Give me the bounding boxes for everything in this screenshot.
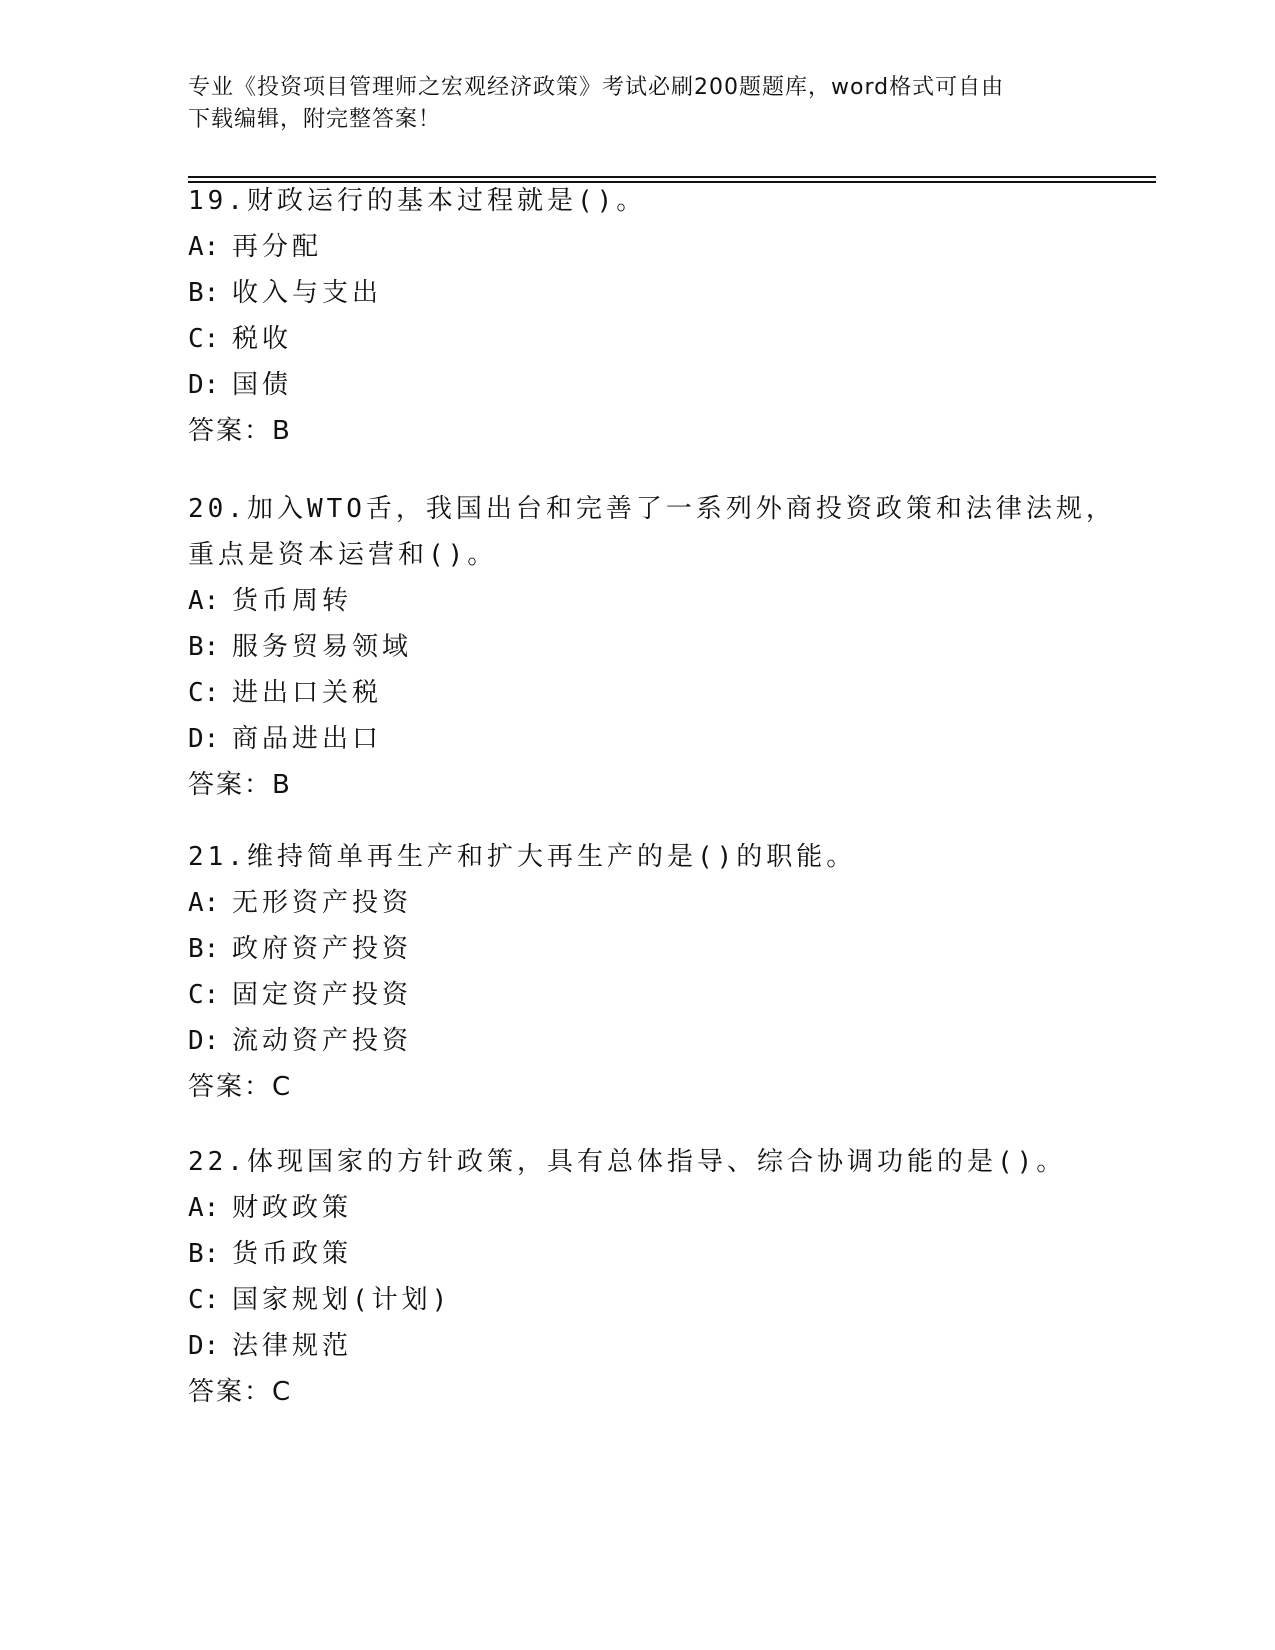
option-letter: A: — [188, 232, 220, 262]
header-line-1: 专业《投资项目管理师之宏观经济政策》考试必刷200题题库，word格式可自由 — [188, 75, 1005, 100]
document-header — [188, 72, 1088, 136]
header-divider-bottom — [188, 181, 1156, 183]
option-text: 货币政策 — [232, 1239, 353, 1269]
option-b — [188, 934, 1088, 980]
option-d — [188, 370, 1088, 416]
option-a — [188, 232, 1088, 278]
answer-line — [188, 1377, 1088, 1423]
option-a — [188, 1193, 1088, 1239]
question-21 — [188, 842, 1088, 1118]
question-stem: 22.体现国家的方针政策，具有总体指导、综合协调功能的是()。 — [188, 1147, 1067, 1177]
option-text: 服务贸易领域 — [232, 632, 413, 662]
option-letter: A: — [188, 888, 220, 918]
option-letter: A: — [188, 586, 220, 616]
option-text: 流动资产投资 — [232, 1026, 413, 1056]
answer-line — [188, 416, 1088, 462]
option-text: 再分配 — [232, 232, 323, 262]
option-letter: C: — [188, 1285, 220, 1315]
question-19 — [188, 186, 1088, 462]
option-text: 法律规范 — [232, 1331, 353, 1361]
answer-value: C — [272, 1072, 293, 1102]
option-a — [188, 888, 1088, 934]
answer-value: C — [272, 1377, 293, 1407]
option-text: 收入与支出 — [232, 278, 383, 308]
answer-line — [188, 1072, 1088, 1118]
option-text: 无形资产投资 — [232, 888, 413, 918]
answer-label: 答案： — [188, 416, 273, 446]
option-text: 政府资产投资 — [232, 934, 413, 964]
answer-label: 答案： — [188, 1377, 273, 1407]
question-stem-continued: 重点是资本运营和()。 — [188, 540, 498, 570]
option-text: 货币周转 — [232, 586, 353, 616]
option-c — [188, 678, 1088, 724]
option-letter: B: — [188, 1239, 220, 1269]
option-text: 固定资产投资 — [232, 980, 413, 1010]
answer-label: 答案： — [188, 1072, 273, 1102]
answer-value: B — [272, 416, 292, 446]
option-letter: C: — [188, 980, 220, 1010]
option-letter: B: — [188, 278, 220, 308]
question-22 — [188, 1147, 1088, 1423]
option-letter: A: — [188, 1193, 220, 1223]
option-d — [188, 1026, 1088, 1072]
option-letter: B: — [188, 632, 220, 662]
option-b — [188, 1239, 1088, 1285]
option-letter: B: — [188, 934, 220, 964]
option-b — [188, 278, 1088, 324]
option-letter: C: — [188, 678, 220, 708]
option-d — [188, 1331, 1088, 1377]
option-letter: D: — [188, 370, 220, 400]
header-divider-top — [188, 176, 1156, 178]
option-text: 商品进出口 — [232, 724, 383, 754]
question-stem: 19.财政运行的基本过程就是()。 — [188, 186, 647, 216]
option-c — [188, 324, 1088, 370]
option-letter: D: — [188, 1331, 220, 1361]
question-stem: 20.加入WTO舌，我国出台和完善了一系列外商投资政策和法律法规， — [188, 494, 1116, 524]
option-letter: C: — [188, 324, 220, 354]
answer-label: 答案： — [188, 770, 273, 800]
option-text: 财政政策 — [232, 1193, 353, 1223]
answer-value: B — [272, 770, 292, 800]
option-c — [188, 980, 1088, 1026]
question-stem: 21.维持简单再生产和扩大再生产的是()的职能。 — [188, 842, 857, 872]
option-letter: D: — [188, 1026, 220, 1056]
option-c — [188, 1285, 1088, 1331]
option-text: 税收 — [232, 324, 293, 354]
option-b — [188, 632, 1088, 678]
question-20 — [188, 494, 1116, 816]
option-text: 进出口关税 — [232, 678, 383, 708]
option-a — [188, 586, 1088, 632]
answer-line — [188, 770, 1088, 816]
header-line-2: 下载编辑，附完整答案！ — [188, 107, 442, 132]
option-d — [188, 724, 1088, 770]
option-text: 国债 — [232, 370, 293, 400]
option-letter: D: — [188, 724, 220, 754]
option-text: 国家规划(计划) — [232, 1285, 452, 1315]
